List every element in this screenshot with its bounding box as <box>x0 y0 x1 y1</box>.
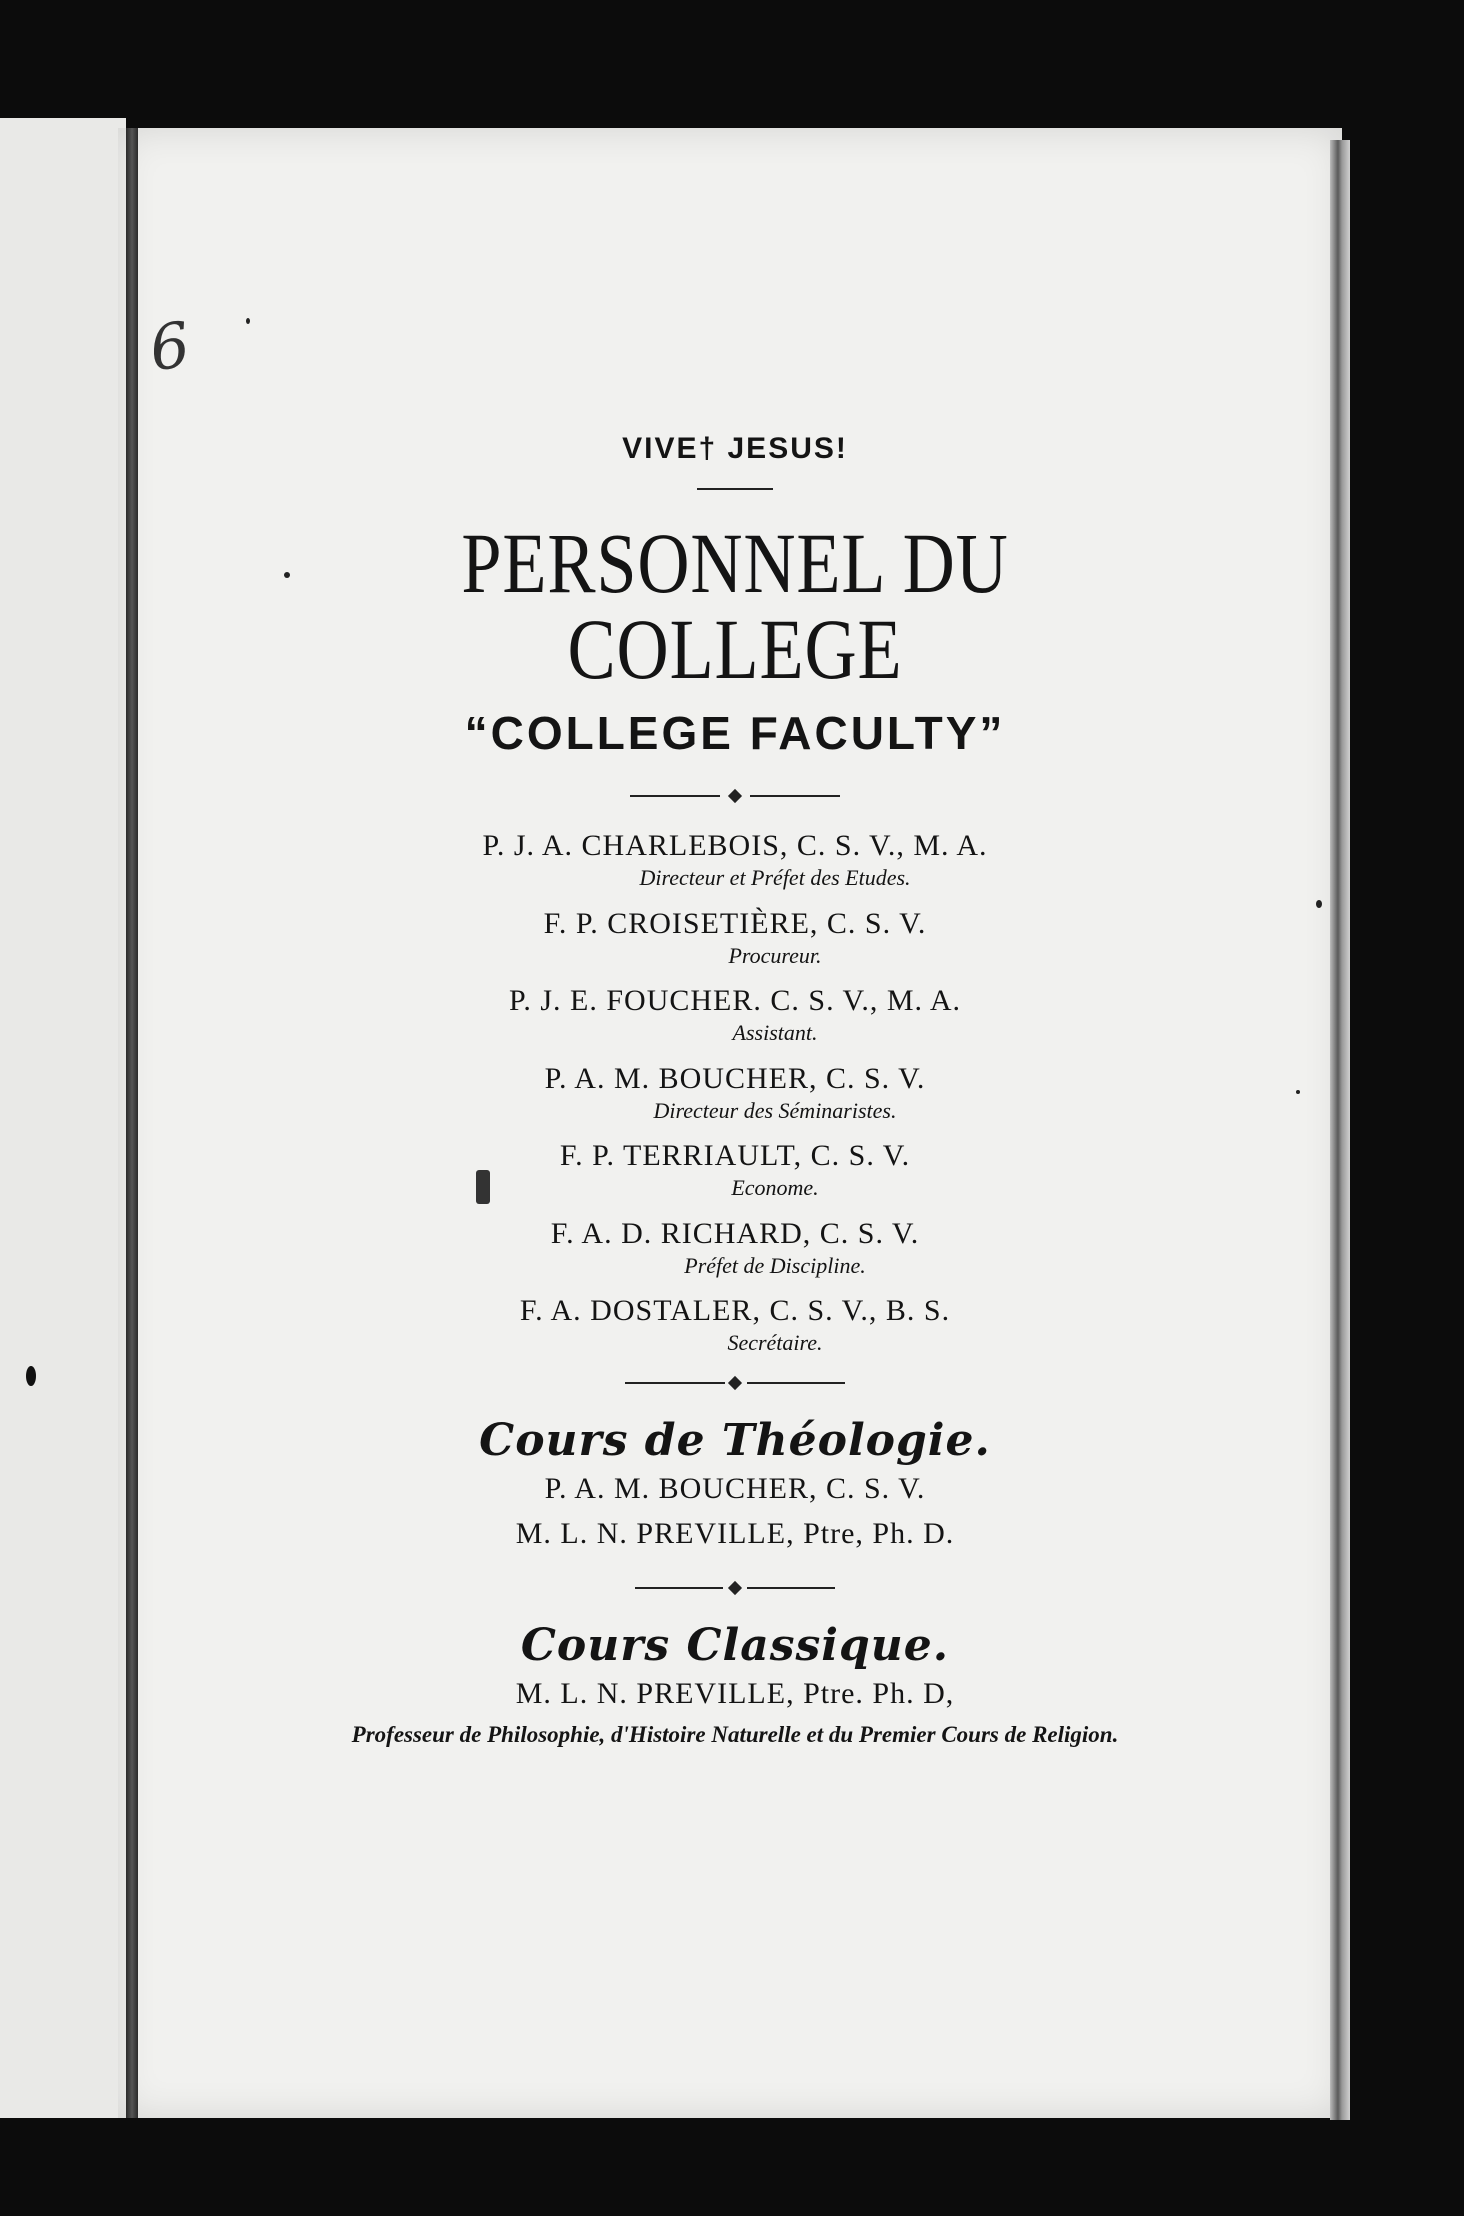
staff-name: F. A. DOSTALER, C. S. V., B. S. <box>519 1294 951 1327</box>
staff-entry <box>260 1216 1210 1280</box>
classical-heading: Cours Classique. <box>520 1619 950 1671</box>
staff-list <box>260 828 1210 1357</box>
staff-entry <box>260 1138 1210 1202</box>
staff-entry <box>260 1293 1210 1357</box>
staff-title: Econome. <box>731 1175 819 1200</box>
motto: VIVE† JESUS! <box>622 432 848 465</box>
staff-title: Procureur. <box>728 942 822 968</box>
staff-title: Directeur et Préfet des Etudes. <box>639 865 911 890</box>
theology-heading: Cours de Théologie. <box>479 1414 991 1466</box>
staff-name: F. P. TERRIAULT, C. S. V. <box>559 1139 911 1172</box>
ornament-divider <box>625 1377 845 1389</box>
page-edge <box>1330 140 1350 2120</box>
divider-rule <box>697 488 773 490</box>
theology-member: P. A. M. BOUCHER, C. S. V. <box>544 1471 926 1505</box>
page-subtitle: “COLLEGE FACULTY” <box>464 707 1006 759</box>
staff-name: P. A. M. BOUCHER, C. S. V. <box>544 1061 926 1095</box>
page-title: PERSONNEL DU COLLEGE <box>461 515 1009 697</box>
staff-entry <box>260 983 1210 1047</box>
binding-fold <box>126 128 138 2118</box>
staff-name: F. P. CROISETIÈRE, C. S. V. <box>543 906 927 940</box>
staff-name: P. J. E. FOUCHER. C. S. V., M. A. <box>508 984 962 1017</box>
staff-entry <box>260 906 1210 970</box>
staff-title: Assistant. <box>732 1020 818 1045</box>
classical-member-title: Professeur de Philosophie, d'Histoire Naturelle et du Premier Cours de Religion. <box>351 1721 1119 1747</box>
theology-member: M. L. N. PREVILLE, Ptre, Ph. D. <box>515 1516 955 1550</box>
ornament-divider <box>635 1582 835 1594</box>
ornament-divider <box>630 790 840 802</box>
staff-title: Secrétaire. <box>727 1330 823 1355</box>
staff-name: P. J. A. CHARLEBOIS, C. S. V., M. A. <box>482 829 988 862</box>
page-content <box>260 300 1210 1748</box>
classical-member: M. L. N. PREVILLE, Ptre. Ph. D, <box>515 1676 955 1710</box>
staff-name: F. A. D. RICHARD, C. S. V. <box>550 1216 920 1250</box>
staff-entry <box>260 828 1210 892</box>
staff-title: Directeur des Séminaristes. <box>653 1097 897 1123</box>
staff-title: Préfet de Discipline. <box>684 1252 866 1278</box>
adjacent-page-strip <box>0 118 126 2118</box>
handwritten-page-number: 6 <box>145 307 195 386</box>
staff-entry <box>260 1061 1210 1125</box>
